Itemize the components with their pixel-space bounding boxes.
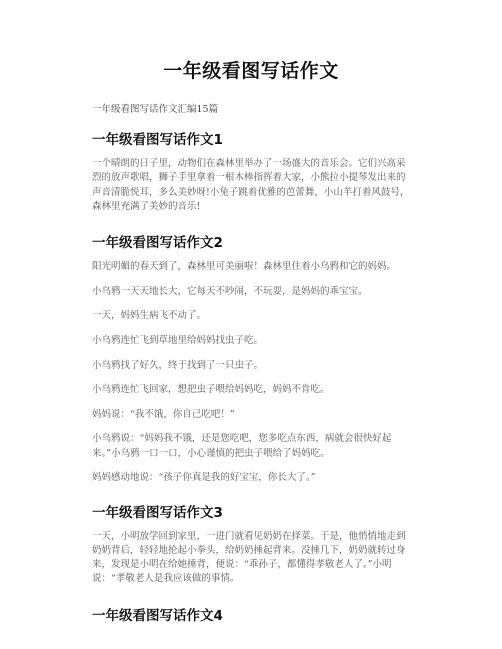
document-subtitle: 一年级看图写话作文汇编15篇: [92, 104, 219, 115]
section-heading: 一年级看图写话作文2: [92, 235, 223, 252]
section-paragraph: 妈妈说：“我不饿，你自己吃吧！”: [92, 408, 235, 420]
section-paragraph: 一个晴朗的日子里，动物们在森林里举办了一场盛大的音乐会。它们兴高采烈的放声歌唱，狮子手里拿着一根木棒指挥着大家，小熊拉小提琴发出来的声音清脆悦耳，多么美妙呀!小兔子跳着优雅的芭蕾舞，小山羊打着风鼓号，森林里充满了美妙的音乐!: [92, 158, 410, 212]
section-heading: 一年级看图写话作文1: [92, 132, 223, 148]
section-paragraph: 小乌鸦连忙飞到草地里给妈妈找虫子吃。: [92, 334, 264, 346]
section-heading: 一年级看图写话作文3: [92, 504, 223, 521]
section-paragraph: 妈妈感动地说：“孩子你真是我的好宝宝，你长大了。”: [92, 472, 316, 484]
section-paragraph: 阳光明媚的春天到了，森林里可美丽啦！森林里住着小乌鸦和它的妈妈。: [92, 261, 397, 273]
section-heading: 一年级看图写话作文4: [92, 607, 223, 624]
section-paragraph: 一天，小明放学回到家里，一进门就看见奶奶在择菜。于是，他悄悄地走到奶奶背后，轻轻地抡起小拳头，给奶奶捶起背来。没捶几下，奶奶就转过身来，发现是小明在给她捶背，便说：“乖孙子，都懂得孝敬老人了。”小明说：“孝敬老人是我应该做的事情。: [92, 530, 406, 585]
section-paragraph: 小乌鸦连忙飞回家，想把虫子喂给妈妈吃，妈妈不肯吃。: [92, 384, 330, 396]
section-paragraph: 一天，妈妈生病飞不动了。: [92, 310, 207, 322]
section-paragraph: 小乌鸦一天天地长大，它每天不吵闹，不玩耍，是妈妈的乖宝宝。: [92, 285, 368, 297]
section-paragraph: 小乌鸦说：“妈妈我不饿，还是您吃吧，您多吃点东西，病就会很快好起来。”小乌鸦一口一口，小心谨慎的把虫子喂给了妈妈吃。: [92, 433, 392, 459]
section-1: [92, 131, 410, 214]
section-4: [92, 607, 410, 625]
section-2: [92, 234, 410, 485]
section-3: [92, 504, 410, 587]
section-paragraph: 小乌鸦找了好久，终于找到了一只虫子。: [92, 359, 264, 371]
document-title: 一年级看图写话作文: [163, 60, 339, 82]
